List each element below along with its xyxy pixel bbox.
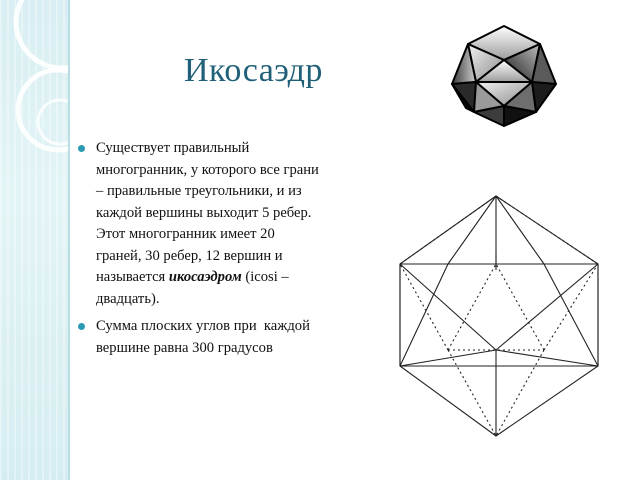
bullet-angle-sum <box>76 316 376 359</box>
bullet-1-line-6: граней, 30 ребер, 12 вершин и <box>96 247 283 264</box>
bullet-dot-icon <box>78 323 85 330</box>
bullet-1-line-3: – правильные треугольники, и из <box>96 183 302 199</box>
decorative-circles-icon <box>0 0 70 480</box>
decorative-left-band <box>0 0 70 480</box>
bullet-1-line-7-after: (icosi – <box>241 269 289 285</box>
bullet-definition <box>76 138 376 310</box>
icosahedron-render-image <box>446 22 562 130</box>
bullet-1-line-2: многогранник, у которого все грани <box>96 161 319 178</box>
bullet-1-line-4: каждой вершины выходит 5 ребер. <box>96 204 312 221</box>
term-icosahedron: икосаэдром <box>168 269 242 285</box>
icosahedron-wireframe-diagram <box>392 190 602 440</box>
bullet-2-line-1: Сумма плоских углов при каждой <box>96 318 310 334</box>
bullet-dot-icon <box>78 145 85 152</box>
slide-title: Икосаэдр <box>184 52 323 89</box>
bullet-1-line-7-before: называется <box>96 269 169 285</box>
slide-body <box>76 138 376 365</box>
bullet-1-line-8: двадцать). <box>96 290 160 307</box>
bullet-1-line-5: Этот многогранник имеет 20 <box>96 226 275 242</box>
bullet-1-line-1: Существует правильный <box>96 140 250 156</box>
band-edge <box>68 0 70 480</box>
bullet-2-line-2: вершине равна 300 градусов <box>96 339 273 356</box>
